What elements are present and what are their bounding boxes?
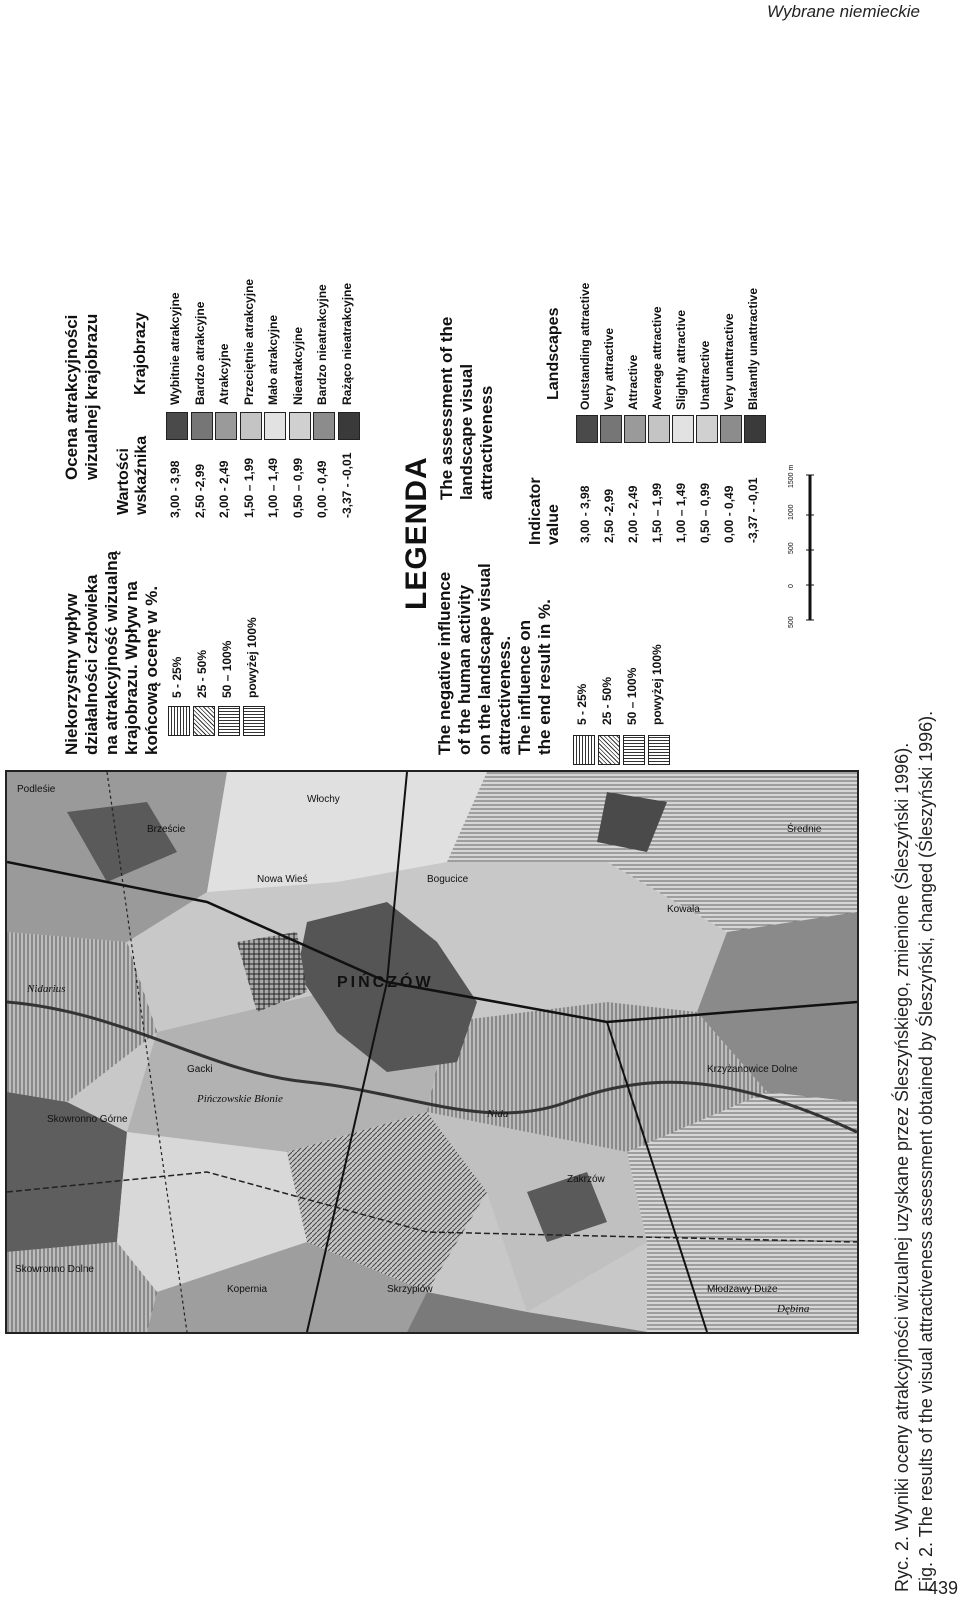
legend-landscape: Slightly attractive [674, 309, 688, 410]
legend-landscape: Przeciętnie atrakcyjne [241, 278, 256, 405]
text-line: the end result in %. [535, 599, 554, 755]
legend-value: 3,00 - 3,98 [578, 485, 592, 543]
legend-value: -3,37 - -0,01 [339, 452, 354, 518]
scale-label: 1500 m [788, 464, 795, 488]
map-label-place: Gacki [187, 1064, 213, 1075]
map-label-place: Krzyżanowice Dolne [707, 1064, 798, 1075]
legend-pl-col-landscape: Krajobrazy [132, 312, 149, 395]
scale-label: 1000 [788, 504, 795, 520]
text-line: value [545, 504, 562, 545]
influence-label: 5 - 25% [170, 656, 184, 698]
legend-landscape: Average attractive [650, 306, 664, 410]
map-panel [5, 770, 859, 1334]
map-label-place: Kowala [667, 904, 700, 915]
legend-value: 2,50 -2,99 [602, 488, 616, 543]
text-line: The influence on [515, 619, 534, 755]
legend-value: 2,50 -2,99 [192, 463, 207, 518]
legend-landscape: Mało atrakcyjne [266, 314, 280, 405]
legend-landscape: Atrakcyjne [217, 343, 231, 405]
text-line: Wartości [115, 448, 132, 515]
map-label-river: Nidarius [27, 983, 66, 995]
legend-landscape: Wybitnie atrakcyjne [168, 292, 182, 405]
influence-swatch [218, 706, 240, 736]
legend-value: 1,00 – 1,49 [674, 482, 688, 543]
influence-label: 25 - 50% [195, 649, 209, 698]
legend-landscape: Bardzo nieatrakcyjne [315, 284, 329, 405]
map-label-river: Dębina [777, 1303, 810, 1315]
running-header: Wybrane niemieckie [766, 2, 920, 21]
map-label-place: Zakrzów [567, 1174, 605, 1185]
map-label-place: Średnie [787, 824, 822, 835]
legend [0, 0, 760, 760]
text-line: attractiveness. [495, 635, 514, 755]
map-label-place: Skowronno Górne [47, 1114, 128, 1125]
legend-value: 3,00 - 3,98 [168, 460, 182, 518]
legend-class-swatch [191, 412, 213, 440]
text-line: The negative influence [435, 571, 454, 755]
map-label-town: PIŃCZÓW [337, 974, 434, 991]
influence-swatch [243, 706, 265, 736]
legend-value: 0,00 - 0,49 [315, 460, 329, 518]
text-line: of the human activity [455, 584, 474, 755]
legend-landscape: Outstanding attractive [578, 282, 592, 410]
map-label-place: Brzeście [147, 824, 186, 835]
text-line: The assessment of the [437, 316, 456, 500]
map-label-place: Włochy [307, 794, 340, 805]
map-label-place: Bogucice [427, 874, 469, 885]
legend-class-swatch [696, 415, 718, 443]
map-label-place: Nowa Wieś [257, 874, 308, 885]
legend-class-swatch [744, 415, 766, 443]
legend-en-col-landscape: Landscapes [545, 307, 562, 400]
legend-en-influence-heading [435, 563, 555, 755]
legend-value: 0,50 – 0,99 [290, 457, 305, 518]
legend-class-swatch [289, 412, 311, 440]
legend-value: 1,00 – 1,49 [266, 457, 280, 518]
influence-swatch [623, 735, 645, 765]
page-number: 439 [928, 1578, 959, 1598]
legend-value: -3,37 - -0,01 [746, 477, 760, 543]
influence-swatch [193, 706, 215, 736]
legend-landscape: Bardzo atrakcyjne [192, 301, 207, 405]
influence-label: 5 - 25% [575, 683, 589, 725]
scale-label: 0 [788, 584, 795, 588]
legend-class-swatch [240, 412, 262, 440]
legend-value: 1,50 – 1,99 [650, 482, 664, 543]
influence-label: powyżej 100% [650, 644, 664, 725]
text-line: attractiveness [477, 385, 496, 500]
legend-value: 0,50 – 0,99 [698, 482, 712, 543]
legend-landscape: Rażąco nieatrakcyjne [339, 282, 354, 405]
legend-pl-assessment-heading [62, 314, 102, 480]
text-line: na atrakcyjność wizualną [102, 550, 121, 755]
text-line: wizualnej krajobrazu [82, 313, 101, 480]
text-line: Indicator [527, 477, 544, 545]
text-line: krajobrazu. Wpływ na [122, 581, 141, 755]
map-label-place: Kopernia [227, 1284, 268, 1295]
legend-class-swatch [576, 415, 598, 443]
legend-value: 0,00 - 0,49 [722, 485, 736, 543]
map-label-river: Nida [487, 1108, 509, 1120]
legend-class-swatch [166, 412, 188, 440]
legend-landscape: Nieatrakcyjne [290, 326, 305, 405]
legend-class-swatch [264, 412, 286, 440]
map-label-place: Skrzypiów [387, 1284, 433, 1295]
text-line: działalności człowieka [82, 574, 101, 755]
text-line: on the landscape visual [475, 563, 494, 755]
map-label-place: Podleśie [17, 784, 56, 795]
influence-label: 25 - 50% [600, 676, 614, 725]
influence-swatch [598, 735, 620, 765]
legend-landscape: Very unattractive [722, 313, 736, 410]
landscape-map [7, 772, 857, 1332]
legend-landscape: Unattractive [698, 340, 712, 410]
influence-label: powyżej 100% [245, 617, 259, 698]
map-label-river: Pińczowskie Błonie [197, 1093, 283, 1105]
legend-value: 2,00 - 2,49 [626, 485, 640, 543]
text-line: wskaźnika [133, 435, 150, 515]
text-line: landscape visual [457, 363, 476, 500]
map-label-place: Młodzawy Duże [707, 1284, 778, 1295]
legend-class-swatch [672, 415, 694, 443]
legend-value: 2,00 - 2,49 [217, 460, 231, 518]
legend-class-swatch [720, 415, 742, 443]
text-line: Ocena atrakcyjności [62, 314, 81, 480]
scale-label: 500 [788, 616, 795, 628]
legend-pl-col-value [115, 436, 151, 515]
legend-pl-influence-heading [62, 551, 162, 755]
influence-swatch [648, 735, 670, 765]
legend-landscape: Attractive [626, 354, 640, 410]
legend-class-swatch [624, 415, 646, 443]
text-line: Niekorzystny wpływ [62, 593, 81, 755]
legend-value: 1,50 – 1,99 [241, 457, 256, 518]
legend-class-swatch [313, 412, 335, 440]
influence-label: 50 – 100% [625, 667, 639, 725]
text-line: końcową ocenę w %. [142, 585, 161, 755]
scale-label: 500 [788, 542, 795, 554]
legend-landscape: Blatantly unattractive [746, 287, 760, 410]
legend-landscape: Very attractive [602, 327, 616, 410]
legend-title: LEGENDA [400, 456, 433, 610]
legend-en-assessment-heading [437, 317, 497, 500]
figure-caption-en: Fig. 2. The results of the visual attractiveness assessment obtained by Śleszyński, changed (Śleszyński 1996). [916, 710, 936, 1592]
legend-en-col-value [527, 477, 563, 545]
legend-class-swatch [215, 412, 237, 440]
legend-class-swatch [338, 412, 360, 440]
influence-swatch [573, 735, 595, 765]
map-label-place: Skowronno Dolne [15, 1264, 94, 1275]
influence-swatch [168, 706, 190, 736]
legend-class-swatch [648, 415, 670, 443]
scale-bar [788, 464, 818, 630]
figure-caption-pl: Ryc. 2. Wyniki oceny atrakcyjności wizualnej uzyskane przez Śleszyńskiego, zmienione (Śleszyński 1996). [892, 742, 912, 1592]
legend-class-swatch [600, 415, 622, 443]
influence-label: 50 – 100% [220, 640, 234, 698]
